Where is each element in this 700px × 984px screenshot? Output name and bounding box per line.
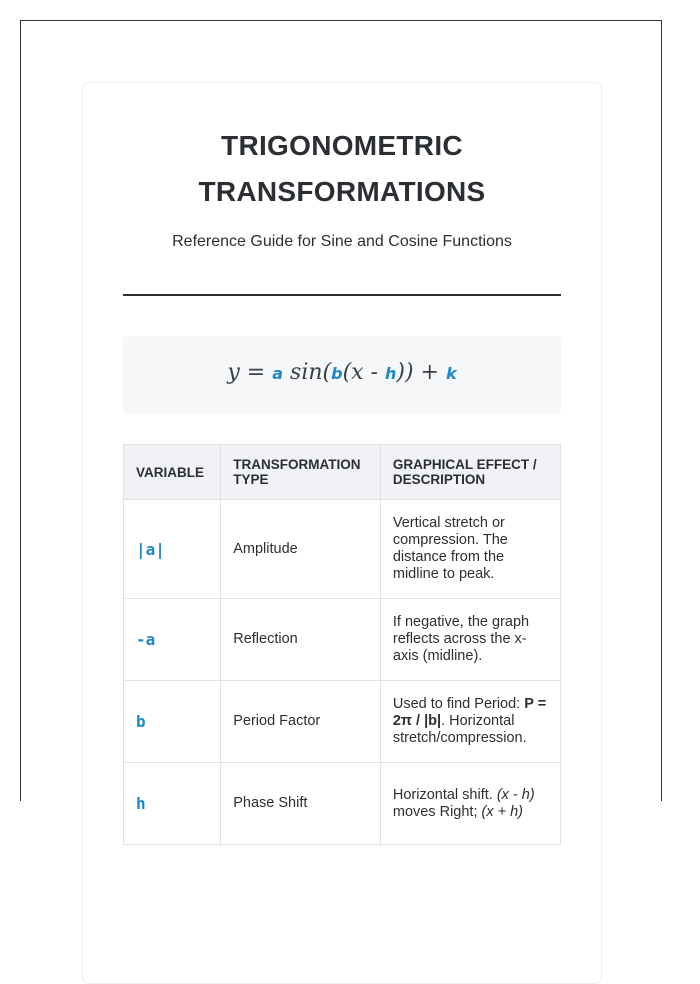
formula-close-plus: )) + (396, 360, 446, 385)
formula-sin: sin( (283, 360, 332, 385)
divider (123, 294, 561, 296)
period-formula: P = 2π / |b| (392, 696, 547, 729)
formula-var-h: h (384, 364, 397, 383)
table-row (124, 681, 561, 763)
type-cell: Period Factor (221, 681, 381, 763)
type-cell: Reflection (221, 599, 381, 681)
formula-var-b: b (331, 364, 343, 383)
page-subtitle: Reference Guide for Sine and Cosine Functions (172, 233, 512, 250)
table-row (124, 599, 561, 681)
description-cell (380, 763, 560, 845)
description-cell (380, 681, 560, 763)
description-text: moves Right; (392, 803, 482, 820)
header-transformation-type: TRANSFORMATION TYPE (221, 445, 381, 500)
type-cell: Phase Shift (221, 763, 381, 845)
header-graphical-effect: GRAPHICAL EFFECT / DESCRIPTION (380, 445, 560, 500)
shift-expression: (x - h) (496, 786, 535, 803)
formula-var-k: k (445, 364, 457, 383)
description-text: Used to find Period: (392, 696, 525, 712)
table-row (124, 763, 561, 845)
general-formula (123, 360, 561, 385)
table-row (124, 500, 561, 599)
variable-cell: b (124, 681, 221, 763)
transformations-table (123, 444, 561, 845)
header-variable: VARIABLE (124, 445, 221, 500)
page-frame (20, 20, 662, 820)
description-cell: If negative, the graph reflects across the x-axis (midline). (380, 599, 560, 681)
formula-var-a: a (272, 364, 284, 383)
description-cell: Vertical stretch or compression. The distance from the midline to peak. (380, 500, 560, 599)
description-text: Horizontal shift. (392, 786, 497, 803)
shift-expression: (x + h) (481, 803, 524, 820)
formula-y-equals: y = (227, 360, 273, 385)
page-title: TRIGONOMETRIC TRANSFORMATIONS (198, 130, 486, 207)
formula-x-minus: (x - (342, 360, 385, 385)
variable-cell: -a (124, 599, 221, 681)
reference-card (82, 82, 602, 984)
table-header-row (124, 445, 561, 500)
variable-cell: h (124, 763, 221, 845)
description-text: . Horizontal stretch/compression. (392, 713, 527, 746)
type-cell: Amplitude (221, 500, 381, 599)
formula-box (123, 336, 561, 414)
variable-cell: |a| (124, 500, 221, 599)
